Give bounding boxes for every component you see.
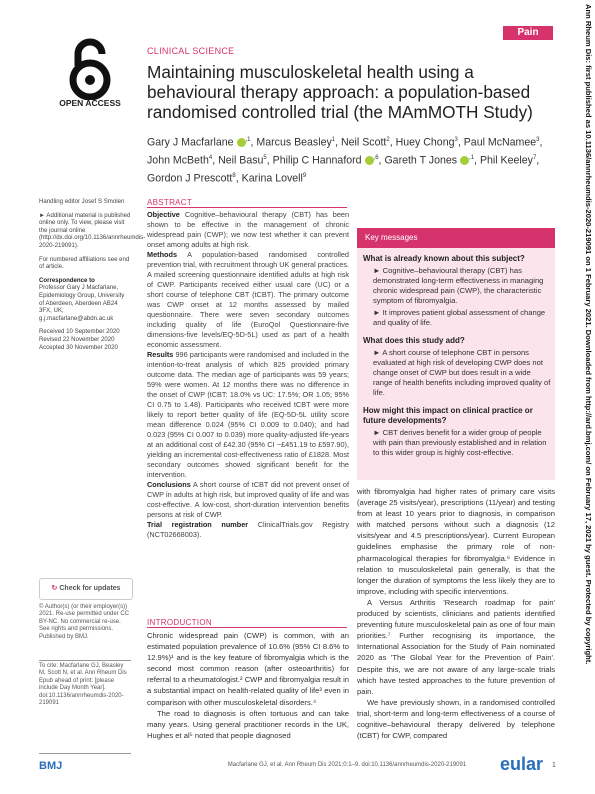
open-access-lock-icon xyxy=(60,36,120,100)
bmj-logo: BMJ xyxy=(39,760,63,772)
additional-material-note: ► Additional material is published online only. To view, please visit the journal online (http://dx.doi.org/10.1136/annrheumdis-2020-219091). xyxy=(39,211,146,249)
affiliation-number: 8 xyxy=(232,173,236,180)
orcid-icon[interactable] xyxy=(460,156,469,165)
key-point: ► Cognitive–behavioural therapy (CBT) has demonstrated long-term effectiveness in managing chronic widespread pain (CWP), the characteristic symptom of fibromyalgia. xyxy=(373,266,544,305)
accepted-date: Accepted 30 November 2020 xyxy=(39,343,118,351)
affiliation-number: 3 xyxy=(536,137,540,143)
footer-citation: Macfarlane GJ, et al. Ann Rheum Dis 2021;0:1–9. doi:10.1136/annrheumdis-2020-219091 xyxy=(227,762,467,768)
article-section: CLINICAL SCIENCE xyxy=(147,46,235,56)
orcid-icon[interactable] xyxy=(365,156,374,165)
abstract-heading: ABSTRACT xyxy=(147,198,193,207)
journal-section-tab: Pain xyxy=(503,26,553,40)
correspondence-heading: Correspondence to xyxy=(39,276,95,284)
affiliation-number: ,1 xyxy=(469,155,475,162)
author-name: Gareth T Jones xyxy=(384,154,458,167)
key-point: ► A short course of telephone CBT in persons evaluated at high risk of developing CWP does not change onset of CWP but does result in a wide range of health benefits including improved quality of life. xyxy=(373,348,551,397)
paragraph: We have previously shown, in a randomised controlled trial, short-term and long-term effectiveness of a course of cognitive–behavioural therapy delivered by telephone (tCBT) for CWP, compared xyxy=(357,697,555,741)
citation-box: To cite: Macfarlane GJ, Beasley M, Scott N, et al. Ann Rheum Dis Epub ahead of print: [please include Day Month Year]. doi:10.1136/annrheumdis-2020-219091 xyxy=(39,660,131,754)
introduction-body xyxy=(147,630,349,741)
key-messages-body xyxy=(363,252,551,466)
received-date: Received 10 September 2020 xyxy=(39,328,120,336)
key-question-known: What is already known about this subject? xyxy=(363,254,525,263)
eular-logo: eular xyxy=(500,754,544,774)
objective-text: Cognitive–behavioural therapy (CBT) has been shown to be effective in the management of chronic widespread pain (CWP); we now test whether it can prevent onset among adults at high risk. xyxy=(147,210,349,249)
affiliation-number: 2 xyxy=(386,137,390,143)
author-name: Neil Basu xyxy=(218,154,264,167)
author-name: Neil Scott xyxy=(341,136,387,149)
affiliation-number: ,1 xyxy=(245,137,251,143)
author-list: Gary J Macfarlane $^{,1}$, Marcus Beasley$^1$, Neil Scott$^2$, Huey Chong$^3$, Paul McNamee$^3$, John McBeth$^4$, Neil Basu$^5$, Philip C Hannaford $^{,6}$, Gareth T Jones $^{,1}$, Phil Keeley$^7$, Gordon J Prescott$^8$, Karina Lovell$^9$ xyxy=(147,136,543,185)
key-point: ► It improves patient global assessment of change and quality of life. xyxy=(373,308,546,327)
correspondence-details: Professor Gary J Macfarlane, Epidemiology Group, University of Aberdeen, Aberdeen AB24 3FX, UK; g.j.macfarlane@abdn.ac.uk xyxy=(39,284,125,322)
objective-label: Objective xyxy=(147,210,180,219)
paragraph: A Versus Arthritis 'Research roadmap for pain' produced by scientists, clinicians and patients identified preventing future musculoskeletal pain as one of four main priorities.⁷ Further recognising its importance, the International Association for the Study of Pain nominated 2020 as 'The Global Year for the Prevention of Pain'. Despite this, we are not aware of any large-scale trials which have tested approaches to the future prevention of pain. xyxy=(357,597,555,696)
affiliations-note: For numbered affiliations see end of article. xyxy=(39,255,130,271)
article-dates xyxy=(39,328,131,351)
author-name: Phil Keeley xyxy=(479,154,533,167)
author-name: Karina Lovell xyxy=(241,172,303,185)
results-text: 996 participants were randomised and included in the intention-to-treat analysis of which 825 provided primary outcome data. The median age of participants was 59 years; 59% were women. At 12 months there was no difference in the onset of CWP (tCBT: 18.0% vs UC: 17.5%; OR 1.05; 95% CI 0.75 to 1.48). Participants who received tCBT were more likely to report better quality of life (EQ-5D-5L utility score mean difference 0.024 (95% CI 0.009 to 0.040); and had 0.023 (95% CI 0.007 to 0.039) more quality-adjusted life-years at an additional cost of £42.30 (95% CI −£451.19 to £597.90), yielding an incremental cost-effectiveness ratio of £1828. Most secondary outcomes showed significant benefit for the intervention. xyxy=(147,350,349,479)
methods-label: Methods xyxy=(147,250,177,259)
download-banner: Ann Rheum Dis: first published as 10.1136/annrheumdis-2020-219091 on 1 February 2021. Downloaded from http://ard.bmj.com/ on February 17, 2021 by guest. Protected by copyright. xyxy=(584,4,593,665)
body-column-right xyxy=(357,486,555,741)
affiliation-number: ,6 xyxy=(373,155,379,162)
check-for-updates-button[interactable] xyxy=(39,578,133,600)
results-label: Results xyxy=(147,350,174,359)
paragraph: Chronic widespread pain (CWP) is common, with an estimated population prevalence of 10.6% (95% CI 8.6% to 12.9%)¹ and is the key feature of fibromyalgia which is the second most common reason (after osteoarthritis) for referral to a rheumatologist.² CWP and fibromyalgia result in a substantial impact on health-related quality of life³ even in comparison with other musculoskeletal disorders.⁴ xyxy=(147,631,349,707)
author-name: Philip C Hannaford xyxy=(272,154,362,167)
author-name: Paul McNamee xyxy=(463,136,537,149)
page-number: 1 xyxy=(552,762,556,769)
affiliation-number: 7 xyxy=(532,155,537,162)
paragraph: The road to diagnosis is often tortuous and can take many years. Using general practitioner records in the UK, Hughes et al⁵ noted that people diagnosed xyxy=(147,708,349,740)
abstract-body xyxy=(147,210,349,540)
methods-text: A population-based randomised controlled prevention trial, with recruitment through UK general practices. A mailed screening questionnaire identified adults at high risk of CWP. Participants received either usual care (UC) or a short course of telephone CBT (tCBT). The primary outcome was CWP onset at 12 months assessed by mailed questionnaire. There were seven secondary outcomes including quality of life (EuroQol Questionnaire-five dimensions-five levels/EQ-5D-5L) used as part of a health economic assessment. xyxy=(147,250,349,349)
trial-registration-text: ClinicalTrials.gov Registry (NCT02668003). xyxy=(147,520,349,539)
article-sidebar xyxy=(39,198,146,357)
author-name: Huey Chong xyxy=(395,136,455,149)
affiliation-number: 5 xyxy=(263,155,267,162)
check-for-updates-label: Check for updates xyxy=(59,585,121,592)
open-access-label: OPEN ACCESS xyxy=(59,98,121,108)
affiliation-number: 1 xyxy=(331,137,336,143)
affiliation-number: 9 xyxy=(302,173,307,180)
key-question-impact: How might this impact on clinical practice or future developments? xyxy=(363,406,533,425)
affiliation-number: 4 xyxy=(208,155,213,162)
author-name: Gordon J Prescott xyxy=(147,172,233,185)
handling-editor: Handling editor Josef S Smolen xyxy=(39,198,125,205)
author-name: Gary J Macfarlane xyxy=(147,136,234,149)
key-point: ► CBT derives benefit for a wider group of people with pain than previously established and in relation to this wider group is highly cost-effective. xyxy=(373,428,547,457)
author-name: John McBeth xyxy=(147,154,209,167)
introduction-divider xyxy=(147,627,347,628)
trial-registration-label: Trial registration number xyxy=(147,520,249,529)
paragraph: with fibromyalgia had higher rates of primary care visits (average 25 visits/year), prescriptions (11/year) and testing from at least 10 years prior to diagnosis, in comparison with matched persons without such a diagnosis (12 visits/year and 4.5 prescriptions/year). Current European guidelines emphasise the primary role of non-pharmacological therapies for fibromyalgia.⁶ Evidence in relation to musculoskeletal pain generally, is that the longer the duration of symptoms the less likely they are to improve, including with specific interventions. xyxy=(357,487,555,596)
conclusions-label: Conclusions xyxy=(147,480,191,489)
article-title: Maintaining musculoskeletal health using a behavioural therapy approach: a population-based randomised controlled trial (the MAmMOTH Study) xyxy=(147,62,533,122)
author-name: Marcus Beasley xyxy=(256,136,332,149)
conclusions-text: A short course of tCBT did not prevent onset of CWP in adults at high risk, but improved quality of life and was cost-effective. A low-cost, short-duration intervention benefits persons at risk of CWP. xyxy=(147,480,349,519)
abstract-divider xyxy=(147,207,347,208)
key-question-adds: What does this study add? xyxy=(363,336,465,345)
introduction-heading: INTRODUCTION xyxy=(147,618,212,627)
key-messages-heading: Key messages xyxy=(357,228,555,248)
license-note: © Author(s) (or their employer(s)) 2021. Re-use permitted under CC BY-NC. No commercial re-use. See rights and permissions. Published by BMJ. xyxy=(39,604,130,640)
orcid-icon[interactable] xyxy=(237,138,246,147)
affiliation-number: 3 xyxy=(454,137,458,143)
refresh-icon: ↻ xyxy=(51,585,58,592)
revised-date: Revised 22 November 2020 xyxy=(39,335,115,343)
